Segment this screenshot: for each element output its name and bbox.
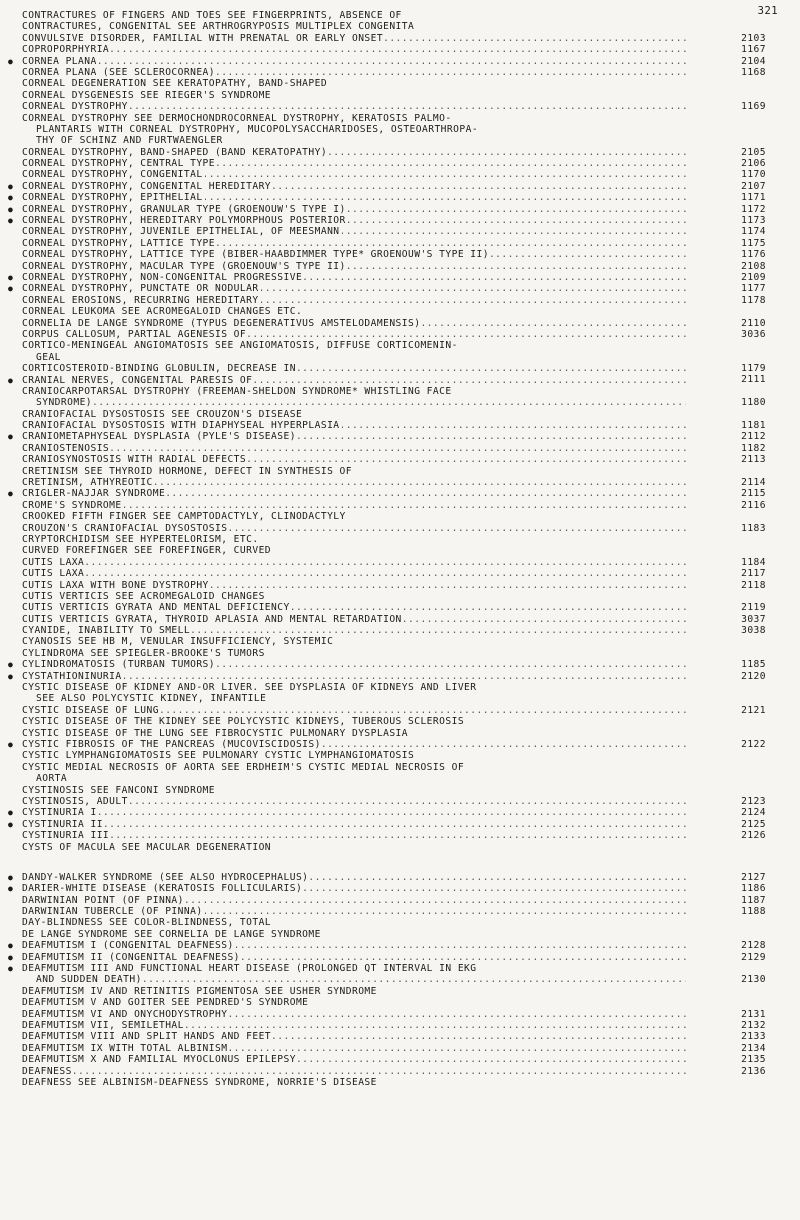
index-entry: [8, 1009, 770, 1020]
entry-number: 1180: [741, 397, 766, 409]
entry-text: DEAFMUTISM VIII AND SPLIT HANDS AND FEET: [22, 1031, 272, 1043]
index-entry: [8, 557, 770, 568]
index-entry: [8, 329, 770, 340]
entry-text: CYSTATHIONINURIA: [22, 670, 122, 682]
entry-text: CONVULSIVE DISORDER, FAMILIAL WITH PRENATAL OR EARLY ONSET: [22, 32, 384, 44]
entry-text: CORNEAL DYSTROPHY, BAND-SHAPED (BAND KERATOPATHY): [22, 146, 328, 158]
entry-number: 1188: [741, 906, 766, 918]
entry-text: SEE ALSO POLYCYSTIC KIDNEY, INFANTILE: [36, 693, 267, 705]
entry-text: DEAFMUTISM IX WITH TOTAL ALBINISM: [22, 1042, 228, 1054]
bullet-icon: ●: [8, 964, 14, 974]
index-entry: [8, 1054, 770, 1065]
entry-text: CURVED FOREFINGER SEE FOREFINGER, CURVED: [22, 545, 272, 557]
entry-text: CUTIS VERTICIS SEE ACROMEGALOID CHANGES: [22, 590, 265, 602]
entry-text: CYSTINOSIS, ADULT: [22, 795, 128, 807]
index-entry: [8, 215, 770, 226]
index-entry: [8, 283, 770, 294]
index-entry: [8, 33, 770, 44]
entry-text: CORTICO-MENINGEAL ANGIOMATOSIS SEE ANGIOMATOSIS, DIFFUSE CORTICOMENIN-: [22, 340, 458, 352]
entry-number: 2127: [741, 871, 766, 883]
index-entry: [8, 306, 770, 317]
bullet-icon: ●: [8, 216, 14, 226]
entry-number: 2112: [741, 431, 766, 443]
entry-text: CORNEAL DYSTROPHY SEE DERMOCHONDROCORNEAL DYSTROPHY, KERATOSIS PALMO-: [22, 112, 452, 124]
index-entry: [8, 44, 770, 55]
entry-text: CORNEAL DYSTROPHY, CONGENITAL HEREDITARY: [22, 180, 272, 192]
bullet-icon: ●: [8, 819, 14, 829]
entry-text: CORNEAL DYSTROPHY, LATTICE TYPE (BIBER-HAABDIMMER TYPE* GROENOUW'S TYPE II): [22, 249, 489, 261]
entry-text: CYSTINURIA II: [22, 818, 103, 830]
index-entry: [8, 929, 770, 940]
index-entry: [8, 443, 770, 454]
entry-text: CUTIS LAXA: [22, 556, 85, 568]
entry-number: 2103: [741, 32, 766, 44]
entry-number: 2111: [741, 374, 766, 386]
entry-text: CRANIOCARPOTARSAL DYSTROPHY (FREEMAN-SHELDON SYNDROME* WHISTLING FACE: [22, 385, 452, 397]
index-entry: [8, 842, 770, 853]
entry-text: AORTA: [36, 773, 68, 785]
bullet-icon: ●: [8, 284, 14, 294]
entry-text: DARIER-WHITE DISEASE (KERATOSIS FOLLICULARIS): [22, 883, 303, 895]
index-entry: [8, 883, 770, 894]
entry-number: 2114: [741, 477, 766, 488]
bullet-icon: ●: [8, 193, 14, 203]
entry-number: 2118: [741, 579, 766, 591]
index-entry: [8, 226, 770, 237]
index-entry: [8, 580, 770, 591]
entry-text: CRIGLER-NAJJAR SYNDROME: [22, 488, 166, 500]
index-entry: [8, 591, 770, 602]
entry-number: 1170: [741, 169, 766, 181]
index-entry: [8, 1020, 770, 1031]
entry-text: CYSTINURIA III: [22, 830, 110, 842]
entry-text: CYANIDE, INABILITY TO SMELL: [22, 625, 191, 637]
index-entry: [8, 192, 770, 203]
entry-number: 1172: [741, 203, 766, 215]
index-entry: [8, 671, 770, 682]
index-entry: [8, 67, 770, 78]
entry-number: 2120: [741, 670, 766, 682]
entry-text: CRANIOSYNOSTOSIS WITH RADIAL DEFECTS: [22, 454, 247, 466]
entry-text: CRANIOFACIAL DYSOSTOSIS WITH DIAPHYSEAL HYPERPLASIA: [22, 420, 340, 432]
index-entry: [8, 819, 770, 830]
entry-text: CRYPTORCHIDISM SEE HYPERTELORISM, ETC.: [22, 533, 259, 545]
index-entry: [8, 648, 770, 659]
entry-number: 2135: [741, 1054, 766, 1066]
index-entry: [8, 785, 770, 796]
index-entry: [8, 375, 770, 386]
entry-number: 3036: [741, 328, 766, 340]
index-entry: [8, 181, 770, 192]
entry-text: CRETINISM, ATHYREOTIC: [22, 477, 153, 489]
entry-text: CYSTIC DISEASE OF THE KIDNEY SEE POLYCYSTIC KIDNEYS, TUBEROUS SCLEROSIS: [22, 716, 465, 728]
entry-text: CYSTIC DISEASE OF KIDNEY AND-OR LIVER. SEE DYSPLASIA OF KIDNEYS AND LIVER: [22, 682, 477, 694]
entry-text: CYSTIC LYMPHANGIOMATOSIS SEE PULMONARY CYSTIC LYMPHANGIOMATOSIS: [22, 750, 415, 762]
entry-number: 2126: [741, 830, 766, 842]
index-entry: [8, 716, 770, 727]
index-entry: [8, 986, 770, 997]
bullet-icon: ●: [8, 740, 14, 749]
index-entry: [8, 545, 770, 556]
entry-number: 2129: [741, 951, 766, 963]
entry-number: 2130: [741, 974, 766, 986]
index-entry: [8, 614, 770, 625]
entry-number: 1177: [741, 283, 766, 295]
index-entry: [8, 420, 770, 431]
index-entry: [8, 204, 770, 215]
index-entry: [8, 238, 770, 249]
index-entry: [8, 78, 770, 89]
entry-text: CRANIAL NERVES, CONGENITAL PARESIS OF: [22, 374, 253, 386]
entry-text: CORNEAL DYSTROPHY, JUVENILE EPITHELIAL, OF MEESMANN: [22, 226, 340, 238]
entry-text: DAY-BLINDNESS SEE COLOR-BLINDNESS, TOTAL: [22, 917, 272, 929]
entry-number: 1182: [741, 442, 766, 454]
entry-text: DEAFMUTISM VI AND ONYCHODYSTROPHY: [22, 1008, 228, 1020]
index-entry: [8, 318, 770, 329]
entry-number: 1169: [741, 101, 766, 113]
dot-leader: [22, 56, 690, 67]
entry-number: 2105: [741, 146, 766, 158]
entry-text: CUTIS LAXA: [22, 568, 85, 580]
index-entry: [8, 249, 770, 260]
index-entry: [8, 997, 770, 1008]
index-entry: [8, 147, 770, 158]
bullet-icon: ●: [8, 204, 14, 214]
dot-leader: [22, 1066, 690, 1077]
index-entry: [8, 917, 770, 928]
index-list: [8, 10, 770, 1088]
entry-number: 2116: [741, 499, 766, 511]
entry-text: CORNEAL DYSTROPHY, EPITHELIAL: [22, 192, 203, 204]
entry-number: 2128: [741, 940, 766, 952]
entry-text: PLANTARIS WITH CORNEAL DYSTROPHY, MUCOPOLYSACCHARIDOSES, OSTEOARTHROPA-: [36, 123, 479, 135]
entry-text: CORNEAL DEGENERATION SEE KERATOPATHY, BAND-SHAPED: [22, 78, 328, 90]
bullet-icon: ●: [8, 872, 14, 882]
entry-text: CORNEAL DYSTROPHY, GRANULAR TYPE (GROENOUW'S TYPE I): [22, 203, 346, 215]
entry-text: CORNEA PLANA (SEE SCLEROCORNEA): [22, 66, 216, 78]
entry-text: CORNEAL LEUKOMA SEE ACROMEGALOID CHANGES ETC.: [22, 306, 303, 318]
entry-number: 1181: [741, 420, 766, 432]
entry-text: CYANOSIS SEE HB M, VENULAR INSUFFICIENCY, SYSTEMIC: [22, 636, 334, 648]
entry-text: CYSTINURIA I: [22, 807, 97, 819]
index-entry: [8, 363, 770, 374]
entry-text: CORNEAL DYSGENESIS SEE RIEGER'S SYNDROME: [22, 89, 272, 101]
index-entry: [8, 636, 770, 647]
index-entry: [8, 386, 770, 409]
entry-text: CORNEAL DYSTROPHY, HEREDITARY POLYMORPHOUS POSTERIOR: [22, 215, 346, 227]
index-entry: [8, 1077, 770, 1088]
entry-number: 1186: [741, 883, 766, 895]
entry-number: 2104: [741, 55, 766, 67]
index-entry: [8, 477, 770, 488]
entry-text: CORNEA PLANA: [22, 55, 97, 67]
index-entry: [8, 1031, 770, 1042]
dot-leader: [22, 830, 690, 841]
section-gap: [8, 853, 770, 872]
entry-text: CYSTINOSIS SEE FANCONI SYNDROME: [22, 784, 216, 796]
entry-number: 2119: [741, 602, 766, 614]
index-entry: [8, 659, 770, 670]
index-entry: [8, 21, 770, 32]
index-entry: [8, 488, 770, 499]
index-entry: [8, 682, 770, 705]
entry-number: 1179: [741, 363, 766, 375]
entry-number: 2106: [741, 158, 766, 170]
entry-number: 2113: [741, 454, 766, 466]
entry-text: DANDY-WALKER SYNDROME (SEE ALSO HYDROCEPHALUS): [22, 871, 309, 883]
index-entry: [8, 511, 770, 522]
index-entry: [8, 158, 770, 169]
entry-text: DEAFMUTISM X AND FAMILIAL MYOCLONUS EPILEPSY: [22, 1054, 296, 1066]
entry-text: DEAFMUTISM III AND FUNCTIONAL HEART DISEASE (PROLONGED QT INTERVAL IN EKG: [22, 963, 477, 975]
entry-text: CYSTIC MEDIAL NECROSIS OF AORTA SEE ERDHEIM'S CYSTIC MEDIAL NECROSIS OF: [22, 761, 465, 773]
index-entry: [8, 872, 770, 883]
entry-number: 3037: [741, 613, 766, 625]
entry-text: THY OF SCHINZ AND FURTWAENGLER: [36, 135, 223, 147]
index-entry: [8, 568, 770, 579]
entry-text: CROME'S SYNDROME: [22, 499, 122, 511]
index-entry: [8, 409, 770, 420]
index-entry: [8, 830, 770, 841]
entry-text: CORNEAL DYSTROPHY, CONGENITAL: [22, 169, 203, 181]
entry-text: CORPUS CALLOSUM, PARTIAL AGENESIS OF: [22, 328, 247, 340]
bullet-icon: ●: [8, 660, 14, 670]
index-entry: [8, 952, 770, 963]
entry-text: COPROPORPHYRIA: [22, 44, 110, 56]
index-entry: [8, 56, 770, 67]
entry-text: DEAFMUTISM IV AND RETINITIS PIGMENTOSA SEE USHER SYNDROME: [22, 985, 377, 997]
entry-text: CROOKED FIFTH FINGER SEE CAMPTODACTYLY, CLINODACTYLY: [22, 511, 346, 523]
index-entry: [8, 272, 770, 283]
entry-number: 1178: [741, 294, 766, 306]
index-entry: [8, 895, 770, 906]
entry-text: AND SUDDEN DEATH): [36, 974, 142, 986]
index-entry: [8, 431, 770, 442]
entry-text: DEAFMUTISM II (CONGENITAL DEAFNESS): [22, 951, 240, 963]
entry-text: CYSTIC DISEASE OF THE LUNG SEE FIBROCYSTIC PULMONARY DYSPLASIA: [22, 727, 409, 739]
entry-text: DARWINIAN POINT (OF PINNA): [22, 894, 184, 906]
index-entry: [8, 906, 770, 917]
index-entry: [8, 523, 770, 534]
entry-text: CUTIS VERTICIS GYRATA, THYROID APLASIA AND MENTAL RETARDATION: [22, 613, 402, 625]
entry-text: CORNEAL DYSTROPHY, CENTRAL TYPE: [22, 158, 216, 170]
bullet-icon: ●: [8, 671, 14, 681]
entry-text: CRANIOFACIAL DYSOSTOSIS SEE CROUZON'S DISEASE: [22, 408, 303, 420]
entry-text: DARWINIAN TUBERCLE (OF PINNA): [22, 906, 203, 918]
entry-text: CUTIS LAXA WITH BONE DYSTROPHY: [22, 579, 209, 591]
entry-text: CONTRACTURES, CONGENITAL SEE ARTHROGRYPOSIS MULTIPLEX CONGENITA: [22, 21, 415, 33]
entry-text: DE LANGE SYNDROME SEE CORNELIA DE LANGE SYNDROME: [22, 928, 321, 940]
entry-text: CYSTIC FIBROSIS OF THE PANCREAS (MUCOVISCIDOSIS): [22, 739, 321, 750]
bullet-icon: ●: [8, 181, 14, 191]
entry-text: CORNEAL DYSTROPHY: [22, 101, 128, 113]
index-entry: [8, 705, 770, 716]
index-entry: [8, 169, 770, 180]
entry-text: CORNEAL EROSIONS, RECURRING HEREDITARY: [22, 294, 259, 306]
dot-leader: [22, 557, 690, 568]
entry-number: 2124: [741, 807, 766, 819]
entry-number: 2117: [741, 568, 766, 580]
bullet-icon: ●: [8, 884, 14, 894]
entry-number: 2122: [741, 739, 766, 750]
entry-number: 2136: [741, 1065, 766, 1077]
index-entry: [8, 940, 770, 951]
bullet-icon: ●: [8, 952, 14, 962]
index-entry: [8, 101, 770, 112]
entry-number: 3038: [741, 625, 766, 637]
entry-text: CORNEAL DYSTROPHY, PUNCTATE OR NODULAR: [22, 283, 259, 295]
dot-leader: [22, 44, 690, 55]
entry-text: CORNEAL DYSTROPHY, NON-CONGENITAL PROGRESSIVE: [22, 271, 303, 283]
entry-text: CORTICOSTEROID-BINDING GLOBULIN, DECREASE IN: [22, 363, 296, 375]
entry-number: 2109: [741, 271, 766, 283]
dot-leader: [36, 397, 686, 408]
entry-text: SYNDROME): [36, 397, 93, 409]
index-entry: [8, 796, 770, 807]
entry-text: DEAFMUTISM VII, SEMILETHAL: [22, 1019, 184, 1031]
entry-text: DEAFMUTISM V AND GOITER SEE PENDRED'S SYNDROME: [22, 997, 309, 1009]
index-entry: [8, 1043, 770, 1054]
entry-number: 2133: [741, 1031, 766, 1043]
index-entry: [8, 739, 770, 750]
dot-leader: [22, 443, 690, 454]
entry-number: 2125: [741, 818, 766, 830]
entry-number: 1176: [741, 249, 766, 261]
bullet-icon: ●: [8, 808, 14, 818]
index-entry: [8, 807, 770, 818]
entry-text: DEAFNESS SEE ALBINISM-DEAFNESS SYNDROME, NORRIE'S DISEASE: [22, 1076, 377, 1088]
entry-number: 1174: [741, 226, 766, 238]
index-entry: [8, 10, 770, 21]
entry-text: CORNELIA DE LANGE SYNDROME (TYPUS DEGENERATIVUS AMSTELODAMENSIS): [22, 317, 421, 329]
entry-number: 1175: [741, 237, 766, 249]
entry-text: CONTRACTURES OF FINGERS AND TOES SEE FINGERPRINTS, ABSENCE OF: [22, 10, 402, 21]
bullet-icon: ●: [8, 56, 14, 66]
entry-number: 1168: [741, 66, 766, 78]
entry-text: CYLINDROMATOSIS (TURBAN TUMORS): [22, 659, 216, 671]
entry-number: 1171: [741, 192, 766, 204]
page-number: 321: [757, 5, 778, 17]
index-entry: [8, 454, 770, 465]
entry-text: CUTIS VERTICIS GYRATA AND MENTAL DEFICIENCY: [22, 602, 290, 614]
entry-number: 1184: [741, 556, 766, 568]
index-entry: [8, 466, 770, 477]
entry-text: DEAFMUTISM I (CONGENITAL DEAFNESS): [22, 940, 234, 952]
index-entry: [8, 728, 770, 739]
entry-number: 2115: [741, 488, 766, 500]
entry-number: 2123: [741, 795, 766, 807]
entry-number: 1185: [741, 659, 766, 671]
entry-number: 2131: [741, 1008, 766, 1020]
entry-number: 2132: [741, 1019, 766, 1031]
entry-number: 2108: [741, 260, 766, 272]
dot-leader: [22, 819, 690, 830]
dot-leader: [22, 568, 690, 579]
entry-number: 1183: [741, 522, 766, 534]
index-entry: [8, 534, 770, 545]
entry-text: CYLINDROMA SEE SPIEGLER-BROOKE'S TUMORS: [22, 647, 265, 659]
bullet-icon: ●: [8, 489, 14, 499]
index-entry: [8, 113, 770, 147]
entry-text: CRETINISM SEE THYROID HORMONE, DEFECT IN SYNTHESIS OF: [22, 465, 352, 477]
entry-text: CROUZON'S CRANIOFACIAL DYSOSTOSIS: [22, 522, 228, 534]
bullet-icon: ●: [8, 432, 14, 442]
dot-leader: [22, 807, 690, 818]
entry-text: CRANIOMETAPHYSEAL DYSPLASIA (PYLE'S DISEASE): [22, 431, 296, 443]
index-entry: [8, 500, 770, 511]
index-entry: [8, 1066, 770, 1077]
bullet-icon: ●: [8, 941, 14, 951]
entry-text: CORNEAL DYSTROPHY, MACULAR TYPE (GROENOUW'S TYPE II): [22, 260, 346, 272]
entry-text: CYSTS OF MACULA SEE MACULAR DEGENERATION: [22, 841, 272, 853]
entry-number: 1167: [741, 44, 766, 56]
entry-text: CYSTIC DISEASE OF LUNG: [22, 704, 159, 716]
index-entry: [8, 261, 770, 272]
entry-number: 2121: [741, 704, 766, 716]
entry-text: GEAL: [36, 351, 61, 363]
index-entry: [8, 750, 770, 761]
entry-number: 1187: [741, 894, 766, 906]
entry-text: DEAFNESS: [22, 1065, 72, 1077]
entry-text: CRANIOSTENOSIS: [22, 442, 110, 454]
bullet-icon: ●: [8, 375, 14, 385]
entry-number: 1173: [741, 215, 766, 227]
entry-number: 2107: [741, 180, 766, 192]
bullet-icon: ●: [8, 272, 14, 282]
entry-number: 2134: [741, 1042, 766, 1054]
entry-number: 2110: [741, 317, 766, 329]
index-entry: [8, 90, 770, 101]
index-entry: [8, 963, 770, 986]
index-entry: [8, 602, 770, 613]
index-entry: [8, 762, 770, 785]
index-entry: [8, 625, 770, 636]
index-entry: [8, 340, 770, 363]
index-entry: [8, 295, 770, 306]
entry-text: CORNEAL DYSTROPHY, LATTICE TYPE: [22, 237, 216, 249]
